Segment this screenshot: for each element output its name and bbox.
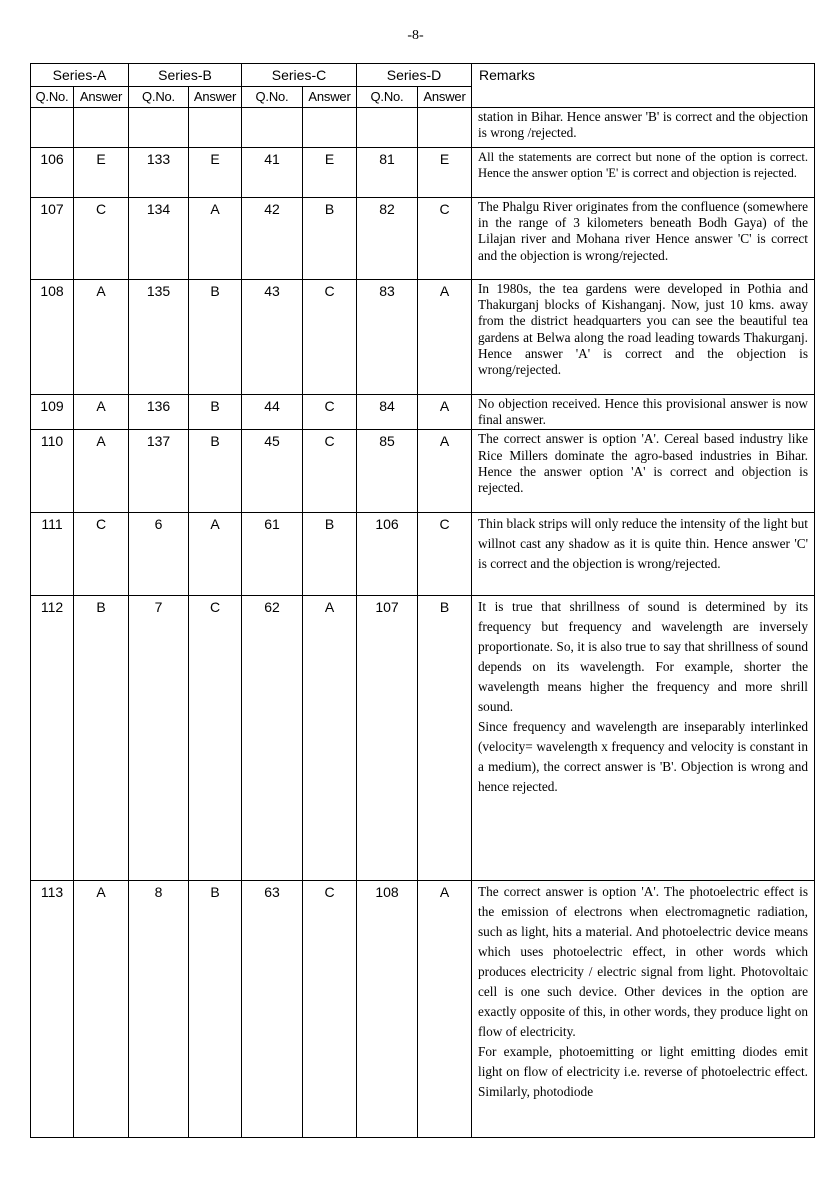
series-c-answer: C (303, 881, 357, 1138)
series-b-answer: A (189, 513, 242, 596)
series-a-answer: A (74, 395, 129, 430)
series-c-answer: B (303, 513, 357, 596)
remark-cell (472, 198, 815, 280)
series-a-qno: 107 (31, 198, 74, 280)
answer-row (31, 881, 815, 1138)
answer-row (31, 430, 815, 513)
series-d-answer: C (418, 198, 472, 280)
answer-row (31, 395, 815, 430)
series-c-header: Series-C (242, 64, 357, 87)
answer-header: Answer (418, 87, 472, 108)
remark-cell (472, 881, 815, 1138)
series-b-answer: B (189, 280, 242, 395)
remark-paragraph: The Phalgu River originates from the confluence (somewhere in the range of 3 kilometers beneath Bodh Gaya) of the Lilajan river and Mohana river Hence answer 'C' is correct and the objection is wrong/rejected. (478, 199, 808, 263)
series-b-qno: 7 (129, 596, 189, 881)
series-b-answer: E (189, 148, 242, 198)
series-c-qno: 42 (242, 198, 303, 280)
series-a-header: Series-A (31, 64, 129, 87)
series-b-qno: 137 (129, 430, 189, 513)
series-c-qno: 61 (242, 513, 303, 596)
series-c-qno: 63 (242, 881, 303, 1138)
remark-paragraph: Thin black strips will only reduce the intensity of the light but willnot cast any shadow as it is quite thin. Hence answer 'C' is correct and the objection is wrong/rejected. (478, 516, 808, 572)
series-c-answer: B (303, 198, 357, 280)
series-a-qno: 113 (31, 881, 74, 1138)
continuation-row (31, 108, 815, 148)
series-a-qno: 110 (31, 430, 74, 513)
series-b-qno: 133 (129, 148, 189, 198)
answer-key-table (30, 63, 815, 1138)
series-d-header: Series-D (357, 64, 472, 87)
qno-header: Q.No. (129, 87, 189, 108)
series-b-qno: 8 (129, 881, 189, 1138)
series-c-qno: 43 (242, 280, 303, 395)
series-b-qno: 135 (129, 280, 189, 395)
series-c-qno: 44 (242, 395, 303, 430)
remark-paragraph: The correct answer is option 'A'. Cereal based industry like Rice Millers dominate the agro-based industries in Bihar. Hence the answer option 'A' is correct and objection is rejected. (478, 431, 808, 496)
series-c-qno: 41 (242, 148, 303, 198)
series-d-answer: B (418, 596, 472, 881)
series-a-answer: A (74, 430, 129, 513)
remark-paragraph: No objection received. Hence this provisional answer is now final answer. (478, 396, 808, 428)
remark-paragraph: The correct answer is option 'A'. The photoelectric effect is the emission of electrons when electromagnetic radiation, such as light, hits a material. And photoelectric device means which uses photoelectric effect, in other words which produces electricity / electric signal from light. Photovoltaic cell is one such device. Other devices in the option are exactly opposite of this, in other words, they produce light on flow of electricity. (478, 884, 808, 1040)
qno-header: Q.No. (357, 87, 418, 108)
remarks-header: Remarks (472, 64, 815, 108)
series-d-answer: A (418, 280, 472, 395)
remark-cell (472, 148, 815, 198)
series-d-qno: 85 (357, 430, 418, 513)
series-d-answer: A (418, 881, 472, 1138)
series-b-qno: 134 (129, 198, 189, 280)
series-header-row (31, 64, 815, 87)
series-d-answer: C (418, 513, 472, 596)
series-c-answer: E (303, 148, 357, 198)
series-c-qno: 45 (242, 430, 303, 513)
series-b-answer: B (189, 395, 242, 430)
series-b-answer: C (189, 596, 242, 881)
remark-cell (472, 596, 815, 881)
series-c-answer: C (303, 430, 357, 513)
series-b-answer: B (189, 430, 242, 513)
series-a-answer: A (74, 881, 129, 1138)
answer-header: Answer (189, 87, 242, 108)
series-a-qno: 106 (31, 148, 74, 198)
remark-cell (472, 280, 815, 395)
remark-paragraph: Since frequency and wavelength are inseparably interlinked (velocity= wavelength x frequency and velocity is constant in a medium), the correct answer is 'B'. Objection is wrong and hence rejected. (478, 719, 808, 795)
series-a-qno: 112 (31, 596, 74, 881)
series-d-qno: 84 (357, 395, 418, 430)
series-c-answer: A (303, 596, 357, 881)
series-d-answer: A (418, 395, 472, 430)
remark-cell: station in Bihar. Hence answer 'B' is correct and the objection is wrong /rejected. (472, 108, 815, 148)
answer-header: Answer (74, 87, 129, 108)
series-d-qno: 83 (357, 280, 418, 395)
series-a-qno: 111 (31, 513, 74, 596)
remark-paragraph: All the statements are correct but none of the option is correct. Hence the answer option 'E' is correct and objection is rejected. (478, 150, 808, 181)
series-a-answer: E (74, 148, 129, 198)
series-d-answer: A (418, 430, 472, 513)
series-a-answer: A (74, 280, 129, 395)
answer-row (31, 280, 815, 395)
series-d-qno: 107 (357, 596, 418, 881)
remark-cell (472, 513, 815, 596)
series-d-qno: 106 (357, 513, 418, 596)
series-b-answer: A (189, 198, 242, 280)
remark-paragraph: It is true that shrillness of sound is determined by its frequency but frequency and wavelength are inversely proportionate. So, it is also true to say that shrillness of sound depends on its wavelength. For example, shorter the wavelength means higher the frequency and more shrill sound. (478, 599, 808, 715)
series-d-qno: 81 (357, 148, 418, 198)
series-a-answer: C (74, 198, 129, 280)
series-a-qno: 108 (31, 280, 74, 395)
remark-cell (472, 430, 815, 513)
series-b-answer: B (189, 881, 242, 1138)
series-a-answer: B (74, 596, 129, 881)
series-d-qno: 108 (357, 881, 418, 1138)
series-d-answer: E (418, 148, 472, 198)
series-c-answer: C (303, 395, 357, 430)
series-d-qno: 82 (357, 198, 418, 280)
answer-header: Answer (303, 87, 357, 108)
series-b-header: Series-B (129, 64, 242, 87)
remark-cell (472, 395, 815, 430)
series-c-answer: C (303, 280, 357, 395)
qno-header: Q.No. (31, 87, 74, 108)
series-a-answer: C (74, 513, 129, 596)
remark-paragraph: For example, photoemitting or light emitting diodes emit light on flow of electricity i.e. reverse of photoelectric effect. Similarly, photodiode (478, 1044, 808, 1100)
series-a-qno: 109 (31, 395, 74, 430)
series-b-qno: 136 (129, 395, 189, 430)
qno-header: Q.No. (242, 87, 303, 108)
answer-row (31, 198, 815, 280)
series-b-qno: 6 (129, 513, 189, 596)
answer-row (31, 148, 815, 198)
answer-row (31, 596, 815, 881)
page-number: -8- (407, 28, 424, 43)
answer-row (31, 513, 815, 596)
series-c-qno: 62 (242, 596, 303, 881)
remark-paragraph: In 1980s, the tea gardens were developed in Pothia and Thakurganj blocks of Kishanganj. Now, just 10 kms. away from the district headquarters you can see the beautiful tea gardens at Belwa along the road leading towards Thakurganj. Hence answer 'A' is correct and the objection is wrong/rejected. (478, 281, 808, 378)
